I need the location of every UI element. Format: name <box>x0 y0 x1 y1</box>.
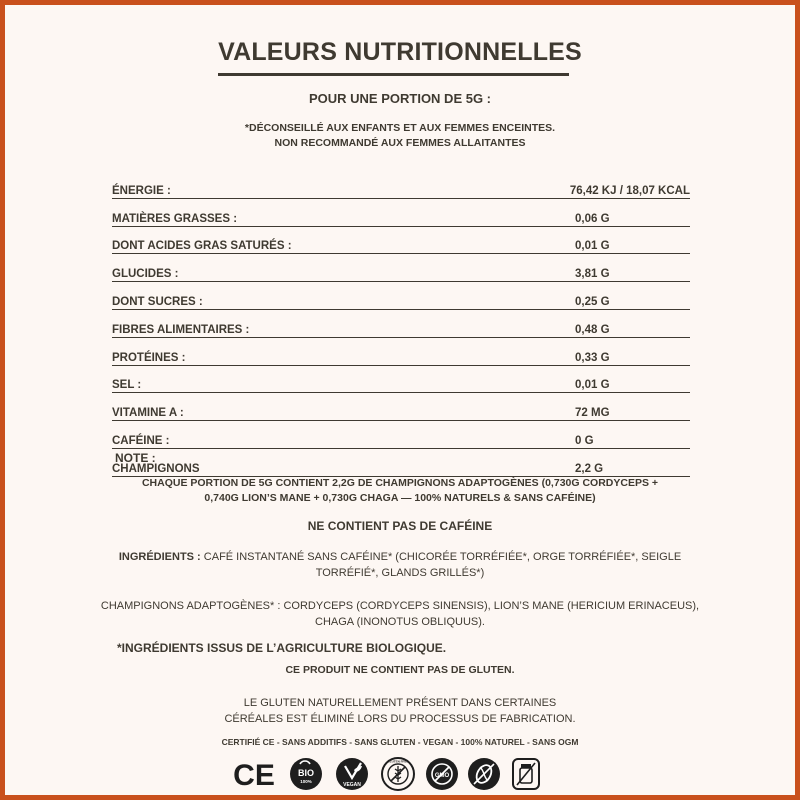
vegan-badge-text: VEGAN <box>343 782 361 788</box>
nutrition-label: CHAMPIGNONS <box>112 448 561 476</box>
non-gmo-icon <box>424 754 460 794</box>
title-underline <box>218 73 569 76</box>
nutrition-label: DONT ACIDES GRAS SATURÉS : <box>112 226 561 254</box>
nutrition-value: 0,33 G <box>561 337 690 365</box>
non-gmo-text: GMO <box>434 773 450 779</box>
ingredients-text <box>0 549 800 581</box>
nutrition-row <box>112 198 690 226</box>
nutrition-table <box>112 171 690 477</box>
nutrition-value: 0 G <box>561 421 690 449</box>
note-line-2: 0,740G LION’S MANE + 0,730G CHAGA — 100% NATURELS & SANS CAFÉINE) <box>204 492 596 504</box>
gluten-note <box>0 695 800 727</box>
nutrition-label: PROTÉINES : <box>112 337 561 365</box>
bio-badge-text: BIO <box>297 768 315 778</box>
ingredients-line-1: CAFÉ INSTANTANÉ SANS CAFÉINE* (CHICORÉE TORRÉFIÉE*, ORGE TORRÉFIÉE*, SEIGLE <box>200 551 682 563</box>
ce-mark-icon <box>232 754 276 794</box>
mushrooms-text <box>0 598 800 630</box>
nutrition-row <box>112 171 690 198</box>
gluten-note-line-2: CÉRÉALES EST ÉLIMINÉ LORS DU PROCESSUS DE FABRICATION. <box>224 713 576 725</box>
bio-badge-subtext: 100% <box>300 779 312 784</box>
nutrition-value: 76,42 KJ / 18,07 KCAL <box>561 171 690 198</box>
nutrition-label: SEL : <box>112 365 561 393</box>
gluten-free-heading: CE PRODUIT NE CONTIENT PAS DE GLUTEN. <box>285 664 515 676</box>
nutrition-row <box>112 309 690 337</box>
no-caffeine-heading: NE CONTIENT PAS DE CAFÉINE <box>307 519 493 533</box>
gluten-note-line-1: LE GLUTEN NATURELLEMENT PRÉSENT DANS CERTAINES <box>243 697 557 709</box>
ce-mark-text: CE <box>233 759 275 792</box>
nutrition-row <box>112 448 690 476</box>
note-line-1: CHAQUE PORTION DE 5G CONTIENT 2,2G DE CHAMPIGNONS ADAPTOGÈNES (0,730G CORDYCEPS + <box>141 477 659 489</box>
gluten-free-text: GLUTEN FREE <box>387 759 409 764</box>
gluten-free-icon <box>380 754 416 794</box>
nutrition-row <box>112 421 690 449</box>
ingredients-label: INGRÉDIENTS : <box>118 551 201 563</box>
coffee-bean-icon <box>466 754 502 794</box>
nutrition-value: 3,81 G <box>561 254 690 282</box>
nutrition-label: GLUCIDES : <box>112 254 561 282</box>
nutrition-value: 0,25 G <box>561 282 690 310</box>
certification-icons <box>232 754 562 794</box>
nutrition-value: 0,06 G <box>561 198 690 226</box>
certifications-text: CERTIFIÉ CE - SANS ADDITIFS - SANS GLUTEN - VEGAN - 100% NATUREL - SANS OGM <box>221 737 579 747</box>
nutrition-label: MATIÈRES GRASSES : <box>112 198 561 226</box>
nutrition-row <box>112 365 690 393</box>
warning-text <box>0 121 800 151</box>
warning-line-2: NON RECOMMANDÉ AUX FEMMES ALLAITANTES <box>274 137 526 149</box>
nutrition-label: FIBRES ALIMENTAIRES : <box>112 309 561 337</box>
nutrition-value: 0,48 G <box>561 309 690 337</box>
nutrition-label: VITAMINE A : <box>112 393 561 421</box>
nutrition-label: DONT SUCRES : <box>112 282 561 310</box>
nutrition-label: CAFÉINE : <box>112 421 561 449</box>
organic-note: *INGRÉDIENTS ISSUS DE L’AGRICULTURE BIOLOGIQUE. <box>117 641 447 655</box>
mushrooms-line-2: CHAGA (INONOTUS OBLIQUUS). <box>315 616 485 628</box>
note-label: NOTE : <box>115 451 156 465</box>
nutrition-row <box>112 337 690 365</box>
bio-badge-icon <box>288 754 324 794</box>
nutrition-row <box>112 282 690 310</box>
nutrition-value: 2,2 G <box>561 448 690 476</box>
mushrooms-line-1: CHAMPIGNONS ADAPTOGÈNES* : CORDYCEPS (CORDYCEPS SINENSIS), LION’S MANE (HERICIUM ERINACEUS), <box>100 600 700 612</box>
no-preservatives-icon <box>508 754 544 794</box>
warning-line-1: *DÉCONSEILLÉ AUX ENFANTS ET AUX FEMMES ENCEINTES. <box>244 122 556 134</box>
nutrition-row <box>112 393 690 421</box>
nutrition-value: 0,01 G <box>561 365 690 393</box>
page-title: VALEURS NUTRITIONNELLES <box>218 38 582 66</box>
vegan-badge-icon <box>334 754 370 794</box>
nutrition-row <box>112 254 690 282</box>
nutrition-value: 72 MG <box>561 393 690 421</box>
nutrition-label: ÉNERGIE : <box>112 171 561 198</box>
portion-heading: POUR UNE PORTION DE 5G : <box>308 91 492 106</box>
nutrition-value: 0,01 G <box>561 226 690 254</box>
note-text <box>0 476 800 506</box>
nutrition-row <box>112 226 690 254</box>
ingredients-line-2: TORRÉFIÉ*, GLANDS GRILLÉS*) <box>315 567 485 579</box>
